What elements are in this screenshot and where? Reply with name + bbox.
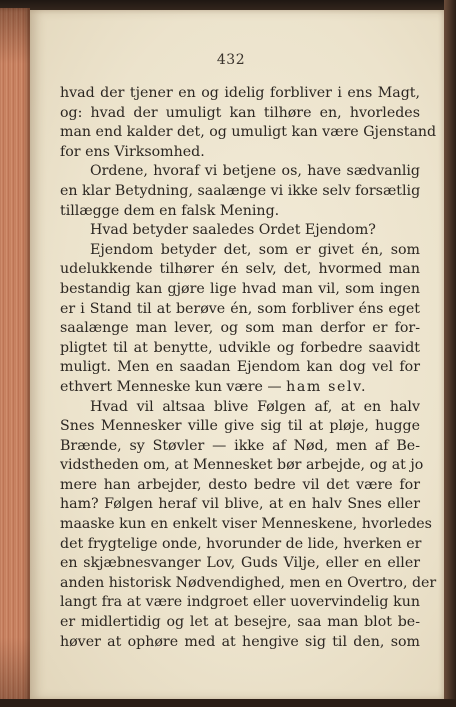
text-line — [60, 633, 420, 653]
text-line — [60, 143, 420, 163]
text-line — [60, 515, 432, 535]
text-line-content: udelukkende tilhører én selv, det, hvormed man — [60, 261, 420, 278]
text-line — [60, 202, 420, 222]
text-line — [60, 593, 420, 613]
text-line — [60, 476, 420, 496]
text-line — [60, 574, 437, 594]
text-line — [60, 84, 420, 104]
text-line — [60, 104, 420, 124]
text-line — [60, 162, 420, 182]
page-text-block — [60, 84, 437, 652]
text-line-content: er i Stand til at berøve én, som forbliver éns eget — [60, 300, 420, 317]
text-line — [60, 358, 420, 378]
text-line-content: det frygtelige onde, hvorunder de lide, hverken er — [60, 535, 422, 552]
text-line-content: mere han arbejder, desto bedre vil det være for — [60, 476, 420, 493]
text-line-content: en skjæbnesvanger Lov, Guds Vilje, eller en eller — [60, 555, 420, 572]
book-bottom-shadow — [0, 699, 456, 707]
text-line-content: Ejendom betyder det, som er givet én, som — [90, 241, 420, 258]
text-line-content: Brænde, sy Støvler — ikke af Nød, men af Be- — [60, 437, 420, 454]
text-line-content: for ens Virksomhed. — [60, 143, 205, 160]
text-line — [60, 123, 437, 143]
text-line — [60, 437, 420, 457]
text-line — [60, 260, 420, 280]
text-line — [60, 613, 420, 633]
text-line-content: Ordene, hvoraf vi betjene os, have sædvanlig — [90, 163, 420, 180]
text-line — [60, 182, 420, 202]
text-line-content: Hvad vil altsaa blive Følgen af, at en halv — [90, 398, 420, 415]
text-line-content: vidstheden om, at Mennesket bør arbejde, og at jo — [60, 457, 424, 474]
text-line-content: Snes Mennesker ville give sig til at pløje, hugge — [60, 418, 420, 435]
text-line — [60, 339, 420, 359]
text-line — [60, 398, 420, 418]
text-line-content: saalænge man lever, og som man derfor er for- — [60, 320, 420, 337]
text-line-content: bestandig kan gjøre lige hvad man vil, som ingen — [60, 280, 420, 297]
text-line-main: ethvert Menneske kun være — — [60, 378, 287, 395]
book-binding-edge — [444, 0, 456, 707]
text-line-content: høver at ophøre med at hengive sig til den, som — [60, 633, 420, 650]
text-line — [60, 241, 420, 261]
text-line — [60, 417, 420, 437]
text-line-content: en klar Betydning, saalænge vi ikke selv forsætlig — [60, 182, 421, 199]
text-line — [60, 280, 420, 300]
text-line — [60, 300, 420, 320]
emphasised-text: ham selv. — [286, 378, 368, 395]
page-number: 432 — [216, 52, 246, 68]
text-line — [60, 221, 420, 241]
text-line-content: pligtet til at benytte, udvikle og forbedre saavidt — [60, 339, 420, 356]
text-line-content: maaske kun en enkelt viser Menneskene, hvorledes — [60, 516, 432, 533]
text-line — [60, 495, 420, 515]
text-line-content: muligt. Men en saadan Ejendom kan dog vel for — [60, 359, 420, 376]
book-page-edges-shadow — [0, 8, 30, 707]
text-line-content: tillægge dem en falsk Mening. — [60, 202, 280, 219]
text-line-content: og: hvad der umuligt kan tilhøre en, hvorledes — [60, 104, 420, 121]
text-line — [60, 378, 420, 398]
text-line-content: Hvad betyder saaledes Ordet Ejendom? — [90, 222, 376, 239]
text-line-content: man end kalder det, og umuligt kan være Gjenstand — [60, 124, 437, 141]
text-line — [60, 456, 424, 476]
text-line-content: ham? Følgen heraf vil blive, at en halv Snes eller — [60, 496, 420, 513]
text-line-content: anden historisk Nødvendighed, men en Overtro, der — [60, 574, 437, 591]
text-line-content: er midlertidig og let at besejre, saa man blot be- — [60, 614, 420, 631]
text-line — [60, 319, 420, 339]
text-line — [60, 535, 420, 555]
text-line-content: langt fra at være indgroet eller uovervindelig kun — [60, 594, 420, 611]
text-line — [60, 554, 420, 574]
text-line-content: hvad der tjener en og idelig forbliver i ens Magt, — [60, 85, 420, 101]
